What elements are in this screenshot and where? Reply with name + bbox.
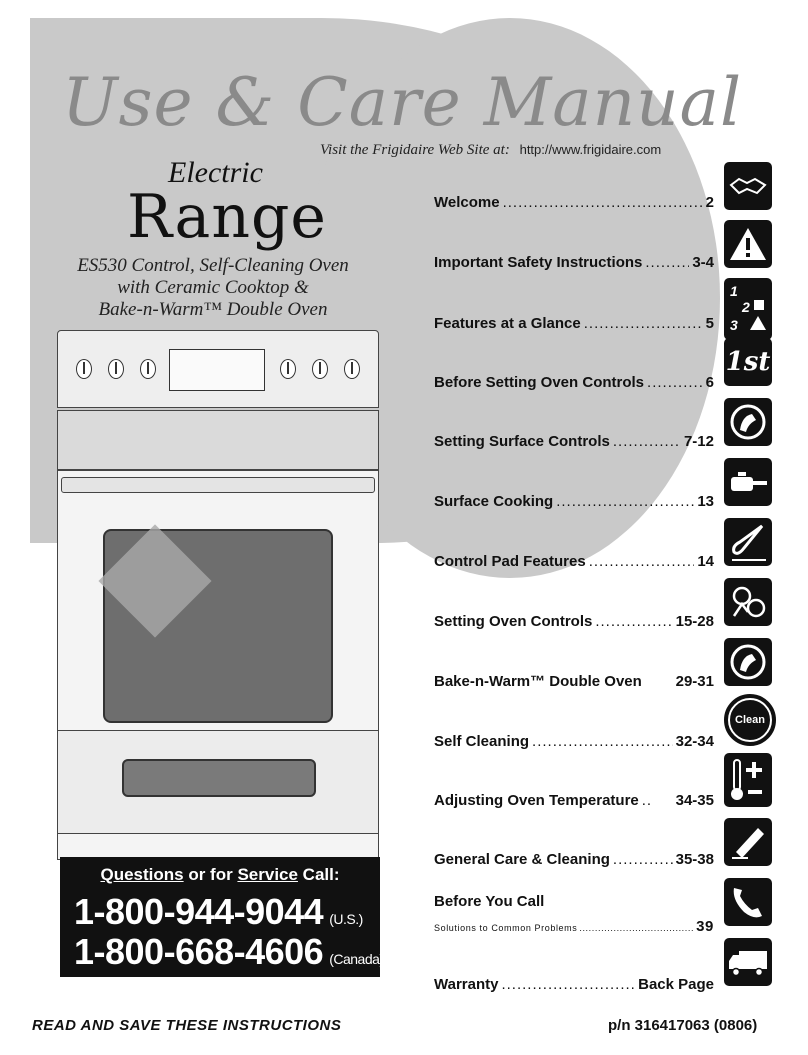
toc-label: Warranty [434,976,499,993]
service-text: Service [237,865,298,884]
toc-label: Adjusting Oven Temperature [434,792,639,809]
toc-sub-label: Solutions to Common Problems [434,923,578,933]
toc-item-surface-cooking[interactable] [434,493,714,510]
phone-number: 1-800-944-9044 [74,891,324,932]
manual-title: Use & Care Manual [62,64,743,141]
toc-page: 2 [705,194,714,211]
service-box [60,857,384,977]
subtitle-line: with Ceramic Cooktop & [117,277,309,298]
clean-icon-label: Clean [728,698,772,742]
truck-icon [724,938,772,986]
svg-text:3: 3 [730,317,738,333]
toc-item-oven-controls[interactable] [434,613,714,630]
toc-page: 15-28 [675,613,714,630]
toc-item-care-cleaning[interactable] [434,851,714,868]
clean-icon [724,694,776,746]
country-label: (U.S.) [329,911,363,927]
visit-website [320,142,661,159]
hand-knob-icon [724,638,772,686]
cleaning-icon [724,818,772,866]
toc-label: Before You Call [434,893,545,910]
footer-instructions: READ AND SAVE THESE INSTRUCTIONS [32,1017,342,1034]
phone-number: 1-800-668-4606 [74,931,324,972]
knob-icon [108,359,124,379]
toc-page: 34-35 [675,792,714,809]
toc-label: Welcome [434,194,500,211]
knob-icon [344,359,360,379]
call-text: Call: [297,865,340,884]
pan-icon [724,458,772,506]
website-url[interactable]: http://www.frigidaire.com [519,142,662,157]
warning-icon [724,220,772,268]
toc-item-features[interactable] [434,315,714,332]
toc-item-surface-controls[interactable] [434,433,714,450]
visit-text: Visit the Frigidaire Web Site at: [320,142,510,158]
phone-canada[interactable] [74,931,384,973]
toc-item-warranty[interactable] [434,976,714,993]
phone-icon [724,878,772,926]
toc-label: Important Safety Instructions [434,254,643,271]
service-heading [60,865,380,885]
toc-label: Setting Surface Controls [434,433,610,450]
lower-oven-door [57,730,379,834]
knob-icon [280,359,296,379]
toc-item-temperature[interactable] [434,792,714,809]
toc-page: 7-12 [683,433,714,450]
range-label: Range [127,182,327,252]
toc-item-welcome[interactable] [434,194,714,211]
model-subtitle [60,255,366,321]
footer-part-number: p/n 316417063 (0806) [608,1017,758,1034]
toc-page: Back Page [638,976,714,993]
toc-item-control-pad[interactable] [434,553,714,570]
knob-icon [140,359,156,379]
toc-label: Features at a Glance [434,315,581,332]
subtitle-line: ES530 Control, Self-Cleaning Oven [77,255,349,276]
questions-text: Questions [100,865,184,884]
toc-item-self-cleaning[interactable] [434,733,714,750]
toc-page: 32-34 [675,733,714,750]
toc-page: 29-31 [675,673,714,690]
door-handle [61,477,375,493]
toc-item-before-call[interactable] [434,893,714,910]
svg-text:2: 2 [742,299,750,315]
toc-label: General Care & Cleaning [434,851,610,868]
toc-page: 3-4 [692,254,714,271]
phone-us[interactable] [74,891,363,933]
toc-page: 6 [705,374,714,391]
toc-label: Bake-n-Warm™ Double Oven [434,673,642,690]
finger-icon [724,518,772,566]
cooktop [57,410,379,470]
svg-text:1: 1 [730,283,738,299]
control-panel [57,330,379,408]
toc-subitem-problems[interactable] [434,918,714,935]
toc-item-before-oven[interactable] [434,374,714,391]
toc-item-double-oven[interactable] [434,673,714,690]
steps-icon [724,278,772,340]
thermometer-icon [724,753,772,807]
oven-display [169,349,265,391]
hands-icon [724,578,772,626]
toc-page: 35-38 [675,851,714,868]
toc-label: Control Pad Features [434,553,586,570]
oven-window [103,529,333,723]
knob-icon [312,359,328,379]
electric-label: Electric [168,156,263,189]
or-for-text: or for [183,865,238,884]
range-illustration [57,330,379,830]
toc-label: Surface Cooking [434,493,554,510]
toc-page: 5 [705,315,714,332]
toc-item-safety[interactable] [434,254,714,271]
subtitle-line: Bake-n-Warm™ Double Oven [98,299,328,320]
handshake-icon [724,162,772,210]
country-label: (Canada) [329,951,384,967]
knob-icon [76,359,92,379]
toc-label: Self Cleaning [434,733,530,750]
lower-door-handle [122,759,316,797]
hand-knob-icon [724,398,772,446]
toc-label: Before Setting Oven Controls [434,374,645,391]
toc-page: 13 [697,493,714,510]
toc-label: Setting Oven Controls [434,613,593,630]
toc-page: 39 [696,918,714,935]
first-icon: 1st [724,338,772,386]
toc-page: 14 [697,553,714,570]
